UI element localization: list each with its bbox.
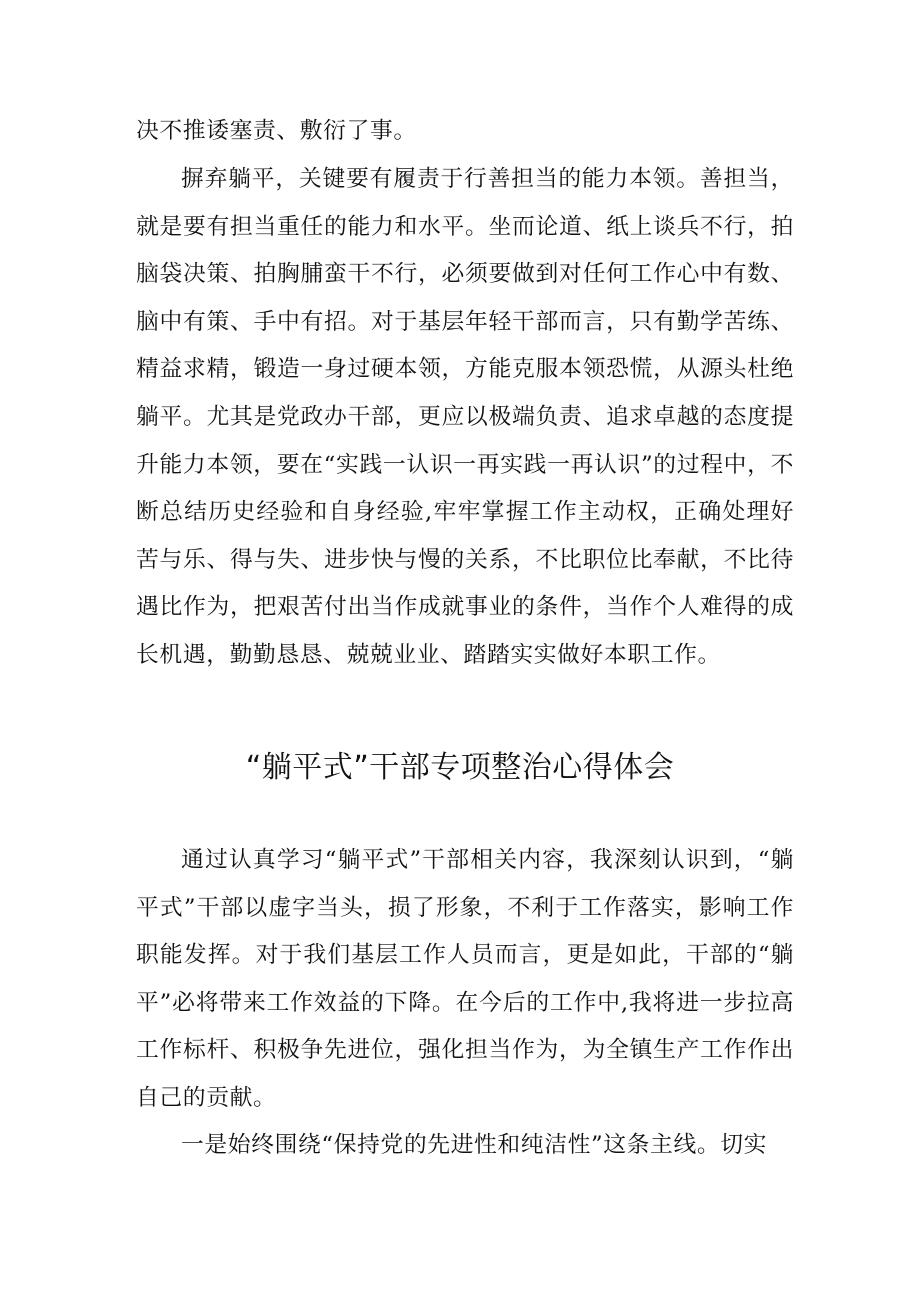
paragraph-intro: 通过认真学习“躺平式”干部相关内容，我深刻认识到，“躺平式”干部以虚字当头，损了形象，不利于工作落实，影响工作职能发挥。对于我们基层工作人员而言，更是如此，干部的“躺平”必将带来工作效益的下降。在今后的工作中,我将进一步拉高工作标杆、积极争先进位，强化担当作为，为全镇生产工作作出自己的贡献。 xyxy=(136,847,794,1111)
paragraph-point-one: 一是始终围绕“保持党的先进性和纯洁性”这条主线。切实 xyxy=(181,1132,768,1158)
section-title: “躺平式”干部专项整治心得体会 xyxy=(245,750,675,785)
paragraph-continued: 决不推诿塞责、敷衍了事。 xyxy=(136,118,417,144)
paragraph-ability: 摒弃躺平，关键要有履责于行善担当的能力本领。善担当，就是要有担当重任的能力和水平。坐而论道、纸上谈兵不行，拍脑袋决策、拍胸脯蛮干不行，必须要做到对任何工作心中有数、脑中有策、手中有招。对于基层年轻干部而言，只有勤学苦练、精益求精，锻造一身过硬本领，方能克服本领恐慌，从源头杜绝躺平。尤其是党政办干部，更应以极端负责、追求卓越的态度提升能力本领，要在“实践一认识一再实践一再认识”的过程中，不断总结历史经验和自身经验,牢牢掌握工作主动权，正确处理好苦与乐、得与失、进步快与慢的关系，不比职位比奉献，不比待遇比作为，把艰苦付出当作成就事业的条件，当作个人难得的成长机遇，勤勤恳恳、兢兢业业、踏踏实实做好本职工作。 xyxy=(136,166,794,668)
